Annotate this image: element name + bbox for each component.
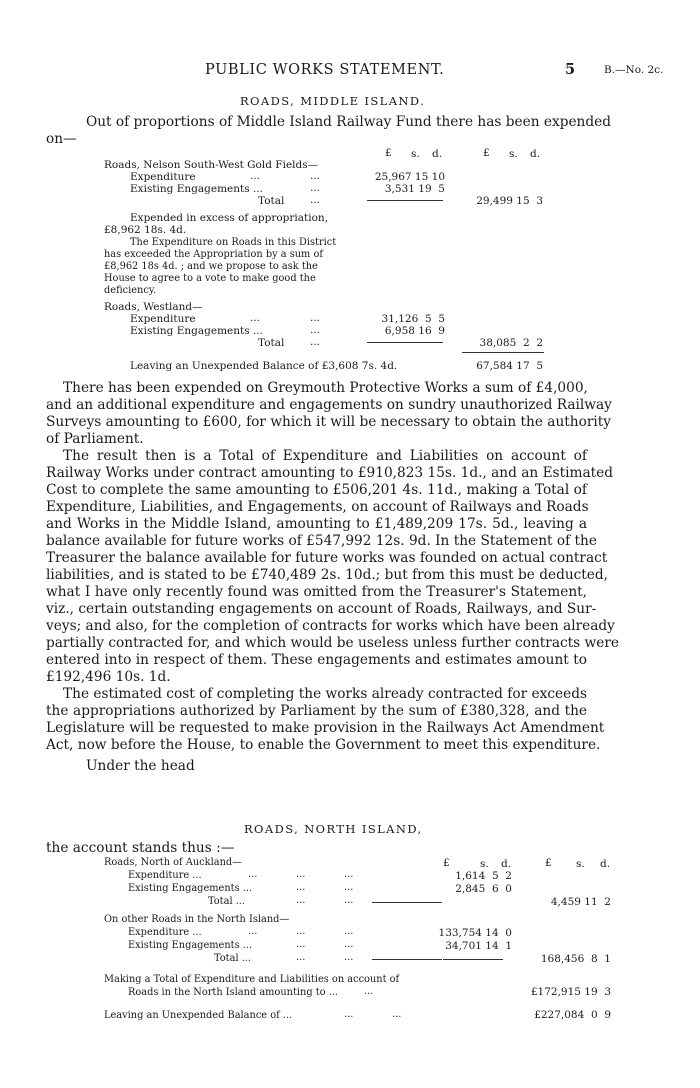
leader-dots: ... [250, 312, 261, 324]
westland-expenditure-label: Expenditure [130, 313, 196, 325]
ni-col-shillings: s. [480, 858, 489, 870]
leader-dots: ... [296, 952, 306, 963]
nelson-note-line1 [130, 212, 346, 224]
westland-engagements-value: 6,958 16 9 [384, 325, 445, 337]
paragraph-result [46, 448, 619, 686]
north-island-balance-value: £227,084 0 9 [534, 1009, 611, 1021]
leader-dots: ... [310, 182, 321, 194]
other-engagements-value: 34,701 14 1 [445, 940, 512, 952]
col-pounds: £ [385, 147, 392, 159]
middle-island-intro-cont: on— [46, 131, 77, 147]
paragraph-estimated-cost [46, 686, 605, 754]
westland-total-value: 38,085 2 2 [479, 337, 543, 349]
leader-dots: ... [364, 986, 374, 997]
leader-dots: ... [248, 869, 258, 880]
page-title: PUBLIC WORKS STATEMENT. [205, 62, 445, 78]
leader-dots: ... [344, 882, 354, 893]
document-reference: B.—No. 2c. [604, 64, 664, 76]
paragraph-line: There has been expended on Greymouth Protective Works a sum of £4,000, [63, 380, 588, 396]
leader-dots: ... [310, 336, 321, 348]
paragraph-line: Railway Works under contract amounting to £910,823 15s. 1d., and an Estimated [46, 465, 613, 481]
paragraph-line: the appropriations authorized by Parliament by the sum of £380,328, and the [46, 703, 587, 719]
col-pence: d. [432, 148, 443, 160]
subtotal-rule [367, 342, 443, 343]
leader-dots: ... [344, 869, 354, 880]
paragraph-line: veys; and also, for the completion of contracts for works which have been already [46, 618, 615, 634]
leader-dots: ... [344, 939, 354, 950]
subtotal-rule [367, 200, 443, 201]
leader-dots: ... [296, 869, 306, 880]
leader-dots: ... [310, 170, 321, 182]
page-number: 5 [565, 61, 576, 78]
north-island-intro: the account stands thus :— [46, 840, 235, 856]
leader-dots: ... [310, 312, 321, 324]
westland-engagements-label: Existing Engagements ... [130, 325, 263, 337]
paragraph-line: and an additional expenditure and engagements on sundry unauthorized Railway [46, 397, 612, 413]
paragraph-line: Cost to complete the same amounting to £506,201 4s. 11d., making a Total of [46, 482, 587, 498]
other-engagements-label: Existing Engagements ... [128, 940, 253, 951]
other-expenditure-label: Expenditure ... [128, 927, 202, 938]
subtotal-rule [372, 902, 442, 903]
nelson-expenditure-value: 25,967 15 10 [374, 171, 445, 183]
ni-col-pence: d. [501, 858, 512, 870]
westland-total-label: Total [258, 337, 285, 349]
nelson-note-line7: deficiency. [104, 285, 157, 296]
paragraph-line: Surveys amounting to £600, for which it will be necessary to obtain the authority [46, 414, 611, 430]
making-total-line2: Roads in the North Island amounting to ... [128, 987, 339, 998]
col-shillings: s. [411, 148, 420, 160]
leader-dots: ... [310, 324, 321, 336]
auckland-expenditure-value: 1,614 5 2 [455, 870, 512, 882]
auckland-total-value: 4,459 11 2 [550, 896, 611, 908]
paragraph-line: The result then is a Total of Expenditure and Liabilities on account of [63, 448, 587, 464]
leader-dots: ... [344, 926, 354, 937]
paragraph-line: Act, now before the House, to enable the Government to meet this expenditure. [46, 737, 601, 753]
paragraph-line: liabilities, and is stated to be £740,489 2s. 10d.; but from this must be deducted, [46, 567, 609, 583]
col-pounds-2: £ [483, 147, 490, 159]
other-expenditure-value: 133,754 14 0 [438, 927, 512, 939]
leader-dots: ... [344, 895, 354, 906]
leader-dots: ... [296, 926, 306, 937]
nelson-note-line4: has exceeded the Appropriation by a sum of [104, 249, 323, 260]
nelson-label: Roads, Nelson South-West Gold Fields— [104, 159, 319, 171]
paragraph-line: Expenditure, Liabilities, and Engagements, on account of Railways and Roads [46, 499, 589, 515]
auckland-engagements-value: 2,845 6 0 [455, 883, 512, 895]
leader-dots: ... [344, 1009, 354, 1020]
nelson-engagements-value: 3,531 19 5 [384, 183, 445, 195]
auckland-expenditure-label: Expenditure ... [128, 870, 202, 881]
middle-island-balance-value: 67,584 17 5 [476, 360, 543, 372]
nelson-total-label: Total [258, 195, 285, 207]
paragraph-line: viz., certain outstanding engagements on account of Roads, Railways, and Sur- [46, 601, 597, 617]
other-total-value: 168,456 8 1 [540, 953, 611, 965]
westland-label: Roads, Westland— [104, 301, 203, 313]
nelson-note-line3: The Expenditure on Roads in this District [130, 237, 337, 248]
nelson-expenditure-label: Expenditure [130, 171, 196, 183]
paragraph-line: The estimated cost of completing the works already contracted for exceeds [63, 686, 587, 702]
other-total-label: Total ... [214, 953, 252, 964]
subtotal-rule [443, 959, 503, 960]
note-text: Expended in excess of appropriation, [130, 212, 329, 224]
section-heading-middle-island: ROADS, MIDDLE ISLAND. [240, 94, 426, 108]
leader-dots: ... [296, 939, 306, 950]
ni-col-shillings-2: s. [576, 858, 585, 870]
paragraph-line: of Parliament. [46, 431, 144, 447]
paragraph-line: entered into in respect of them. These engagements and estimates amount to [46, 652, 587, 668]
subtotal-rule [372, 959, 442, 960]
paragraph-line: Legislature will be requested to make provision in the Railways Act Amendment [46, 720, 605, 736]
middle-island-intro: Out of proportions of Middle Island Railway Fund there has been expended [86, 114, 611, 130]
ni-col-pounds-2: £ [545, 857, 552, 869]
north-island-balance-label: Leaving an Unexpended Balance of ... [104, 1010, 293, 1021]
nelson-note-line2: £8,962 18s. 4d. [104, 224, 187, 236]
paragraph-line: what I have only recently found was omitted from the Treasurer's Statement, [46, 584, 587, 600]
leader-dots: ... [296, 882, 306, 893]
other-roads-label: On other Roads in the North Island— [104, 914, 290, 925]
leader-dots: ... [248, 926, 258, 937]
ni-col-pence-2: d. [600, 858, 611, 870]
auckland-engagements-label: Existing Engagements ... [128, 883, 253, 894]
westland-expenditure-value: 31,126 5 5 [381, 313, 445, 325]
making-total-value: £172,915 19 3 [530, 986, 611, 998]
paragraph-line: partially contracted for, and which would be useless unless further contracts were [46, 635, 619, 651]
paragraph-line: and Works in the Middle Island, amounting to £1,489,209 17s. 5d., leaving a [46, 516, 587, 532]
nelson-engagements-label: Existing Engagements ... [130, 183, 263, 195]
leader-dots: ... [344, 952, 354, 963]
under-the-head: Under the head [86, 758, 195, 774]
making-total-line1: Making a Total of Expenditure and Liabilities on account of [104, 974, 400, 985]
auckland-label: Roads, North of Auckland— [104, 857, 242, 868]
section-heading-north-island: ROADS, NORTH ISLAND, [244, 822, 423, 836]
leader-dots: ... [296, 895, 306, 906]
leader-dots: ... [392, 1009, 402, 1020]
nelson-total-value: 29,499 15 3 [476, 195, 543, 207]
nelson-note-line5: £8,962 18s 4d. ; and we propose to ask the [104, 261, 318, 272]
auckland-total-label: Total ... [208, 896, 246, 907]
leader-dots: ... [310, 194, 321, 206]
paragraph-line: Treasurer the balance available for future works was founded on actual contract [46, 550, 608, 566]
paragraph-line: balance available for future works of £547,992 12s. 9d. In the Statement of the [46, 533, 597, 549]
col-shillings-2: s. [509, 148, 518, 160]
paragraph-line: £192,496 10s. 1d. [46, 669, 171, 685]
ni-col-pounds: £ [443, 857, 450, 869]
middle-island-balance-label: Leaving an Unexpended Balance of £3,608 7s. 4d. [130, 360, 398, 372]
nelson-note-line6: House to agree to a vote to make good the [104, 273, 316, 284]
col-pence-2: d. [530, 148, 541, 160]
grand-total-rule [462, 352, 544, 353]
leader-dots: ... [250, 170, 261, 182]
paragraph-greymouth [46, 380, 612, 448]
